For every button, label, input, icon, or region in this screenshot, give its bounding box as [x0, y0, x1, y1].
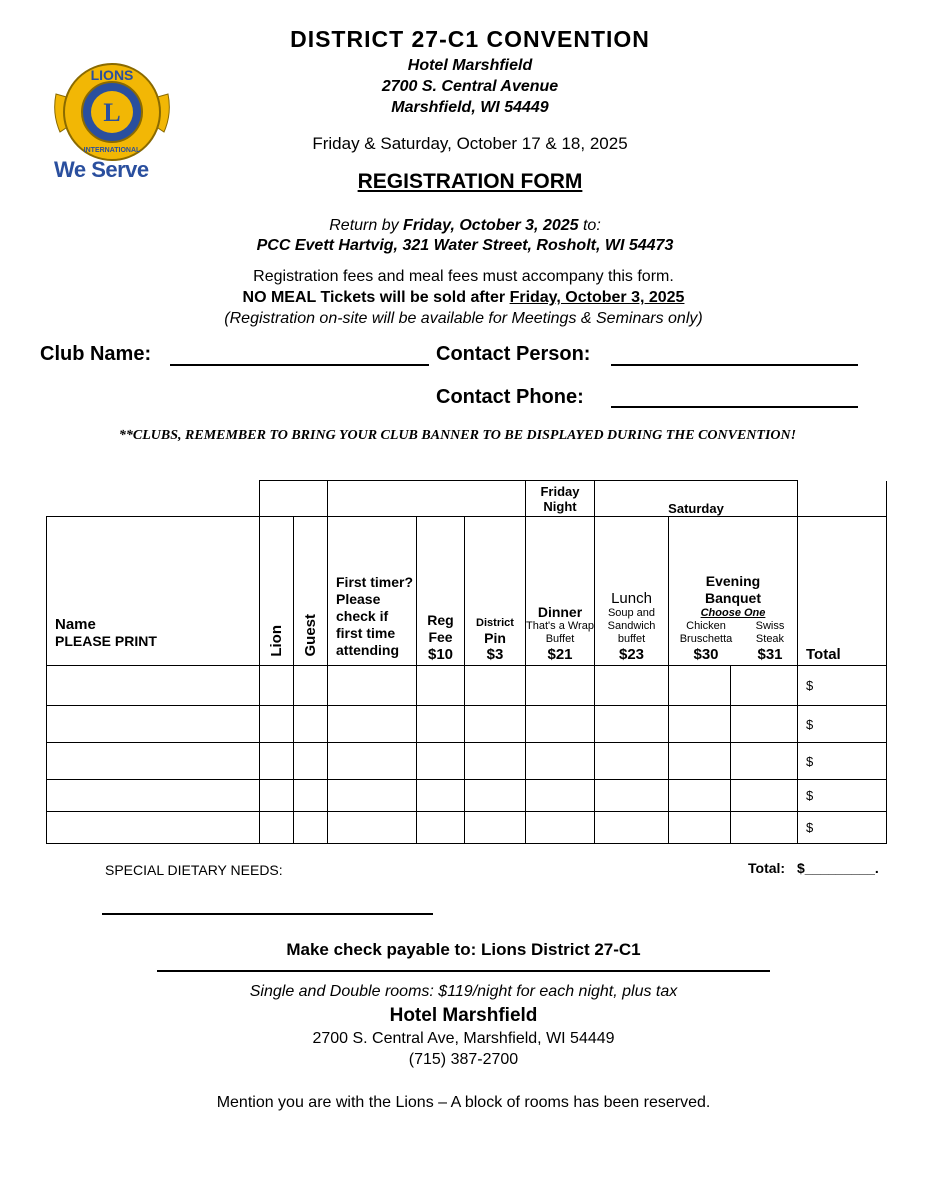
logo-motto: We Serve — [54, 157, 149, 182]
meal-deadline: NO MEAL Tickets will be sold after Friday, October 3, 2025 — [242, 289, 685, 306]
total-field[interactable]: $_________. — [797, 860, 879, 876]
lunch-cell[interactable] — [595, 666, 669, 706]
contact-person-field[interactable] — [611, 364, 858, 366]
reg-fee-cell[interactable] — [417, 666, 465, 706]
return-address: PCC Evett Hartvig, 321 Water Street, Rosholt, WI 54473 — [256, 237, 674, 254]
onsite-note: (Registration on-site will be available for Meetings & Seminars only) — [224, 310, 703, 327]
total-label: Total: — [748, 860, 786, 876]
row-total-cell[interactable]: $ — [798, 780, 887, 812]
club-name-field[interactable] — [170, 364, 429, 366]
logo-letter: L — [103, 98, 121, 127]
district-pin-cell[interactable] — [465, 780, 526, 812]
reg-fee-cell[interactable] — [417, 743, 465, 780]
district-pin-cell[interactable] — [465, 743, 526, 780]
contact-phone-label: Contact Phone: — [436, 386, 584, 408]
name-cell[interactable] — [47, 666, 260, 706]
lion-cell[interactable] — [260, 706, 294, 743]
chicken-cell[interactable] — [669, 743, 731, 780]
lion-cell[interactable] — [260, 780, 294, 812]
dinner-header: Dinner That's a Wrap Buffet $21 — [526, 517, 595, 666]
steak-option: Swiss Steak $31 — [755, 620, 785, 663]
divider — [157, 970, 770, 972]
guest-cell[interactable] — [294, 666, 328, 706]
fees-note: Registration fees and meal fees must accompany this form. — [253, 268, 674, 285]
contact-person-label: Contact Person: — [436, 343, 591, 365]
steak-cell[interactable] — [731, 780, 798, 812]
name-cell[interactable] — [47, 706, 260, 743]
hotel-name: Hotel Marshfield — [407, 57, 533, 74]
reg-fee-cell[interactable] — [417, 706, 465, 743]
row-total-cell[interactable]: $ — [798, 666, 887, 706]
chicken-cell[interactable] — [669, 666, 731, 706]
group-header-row — [47, 481, 887, 517]
logo-text-top: LIONS — [90, 67, 134, 83]
club-name-label: Club Name: — [40, 343, 152, 365]
chicken-cell[interactable] — [669, 706, 731, 743]
table-row — [47, 743, 887, 780]
guest-cell[interactable] — [294, 743, 328, 780]
reg-fee-header: Reg Fee $10 — [417, 517, 465, 666]
contact-phone-field[interactable] — [611, 406, 858, 408]
lunch-cell[interactable] — [595, 706, 669, 743]
column-header-row — [47, 517, 887, 666]
hotel-street: 2700 S. Central Avenue — [381, 78, 559, 95]
footer-hotel-phone: (715) 387-2700 — [408, 1051, 519, 1068]
first-timer-cell[interactable] — [328, 780, 417, 812]
lunch-header: Lunch Soup and Sandwich buffet $23 — [595, 517, 669, 666]
friday-night-header: Friday Night — [526, 481, 595, 517]
district-pin-header: District Pin $3 — [465, 517, 526, 666]
name-header: Name PLEASE PRINT — [47, 517, 260, 666]
lunch-cell[interactable] — [595, 743, 669, 780]
guest-cell[interactable] — [294, 812, 328, 844]
lunch-cell[interactable] — [595, 812, 669, 844]
first-timer-header: First timer? Please check if first time attending — [328, 517, 417, 666]
name-cell[interactable] — [47, 743, 260, 780]
table-row — [47, 666, 887, 706]
hotel-city: Marshfield, WI 54449 — [391, 99, 549, 116]
dinner-cell[interactable] — [526, 743, 595, 780]
lion-header: Lion — [260, 517, 294, 666]
footer-hotel-address: 2700 S. Central Ave, Marshfield, WI 54449 — [312, 1030, 615, 1047]
guest-cell[interactable] — [294, 706, 328, 743]
saturday-header: Saturday — [595, 481, 798, 517]
lion-cell[interactable] — [260, 743, 294, 780]
steak-cell[interactable] — [731, 666, 798, 706]
chicken-cell[interactable] — [669, 780, 731, 812]
row-total-cell[interactable]: $ — [798, 743, 887, 780]
table-row — [47, 706, 887, 743]
lion-cell[interactable] — [260, 812, 294, 844]
room-block-note: Mention you are with the Lions – A block of rooms has been reserved. — [216, 1094, 711, 1111]
dietary-label: SPECIAL DIETARY NEEDS: — [105, 862, 283, 878]
table-row — [47, 812, 887, 844]
guest-cell[interactable] — [294, 780, 328, 812]
footer-hotel-name: Hotel Marshfield — [389, 1005, 538, 1026]
first-timer-cell[interactable] — [328, 666, 417, 706]
reg-fee-cell[interactable] — [417, 812, 465, 844]
dietary-field[interactable] — [102, 913, 433, 915]
return-by: Return by Friday, October 3, 2025 to: — [329, 217, 601, 234]
guest-header: Guest — [294, 517, 328, 666]
check-payable: Make check payable to: Lions District 27-C1 — [286, 940, 641, 959]
reg-fee-cell[interactable] — [417, 780, 465, 812]
total-header: Total — [798, 517, 887, 666]
row-total-cell[interactable]: $ — [798, 706, 887, 743]
lion-cell[interactable] — [260, 666, 294, 706]
first-timer-cell[interactable] — [328, 706, 417, 743]
dinner-cell[interactable] — [526, 706, 595, 743]
lunch-cell[interactable] — [595, 780, 669, 812]
name-cell[interactable] — [47, 812, 260, 844]
dinner-cell[interactable] — [526, 666, 595, 706]
chicken-cell[interactable] — [669, 812, 731, 844]
dinner-cell[interactable] — [526, 812, 595, 844]
steak-cell[interactable] — [731, 812, 798, 844]
room-rates: Single and Double rooms: $119/night for each night, plus tax — [249, 983, 678, 1000]
logo-text-bottom: INTERNATIONAL — [83, 147, 141, 154]
district-pin-cell[interactable] — [465, 666, 526, 706]
registration-table — [46, 480, 887, 844]
convention-dates: Friday & Saturday, October 17 & 18, 2025 — [312, 134, 628, 153]
form-title: REGISTRATION FORM — [357, 170, 583, 193]
dinner-cell[interactable] — [526, 780, 595, 812]
row-total-cell[interactable]: $ — [798, 812, 887, 844]
district-pin-cell[interactable] — [465, 812, 526, 844]
steak-cell[interactable] — [731, 706, 798, 743]
name-cell[interactable] — [47, 780, 260, 812]
district-pin-cell[interactable] — [465, 706, 526, 743]
banner-reminder: **CLUBS, REMEMBER TO BRING YOUR CLUB BANNER TO BE DISPLAYED DURING THE CONVENTION! — [118, 428, 797, 443]
banquet-header: Evening Banquet Choose One Chicken Bruschetta $30 Swiss Steak $31 — [669, 517, 798, 666]
first-timer-cell[interactable] — [328, 743, 417, 780]
convention-title: DISTRICT 27-C1 CONVENTION — [290, 26, 650, 52]
steak-cell[interactable] — [731, 743, 798, 780]
first-timer-cell[interactable] — [328, 812, 417, 844]
table-row — [47, 780, 887, 812]
chicken-option: Chicken Bruschetta $30 — [679, 620, 733, 663]
